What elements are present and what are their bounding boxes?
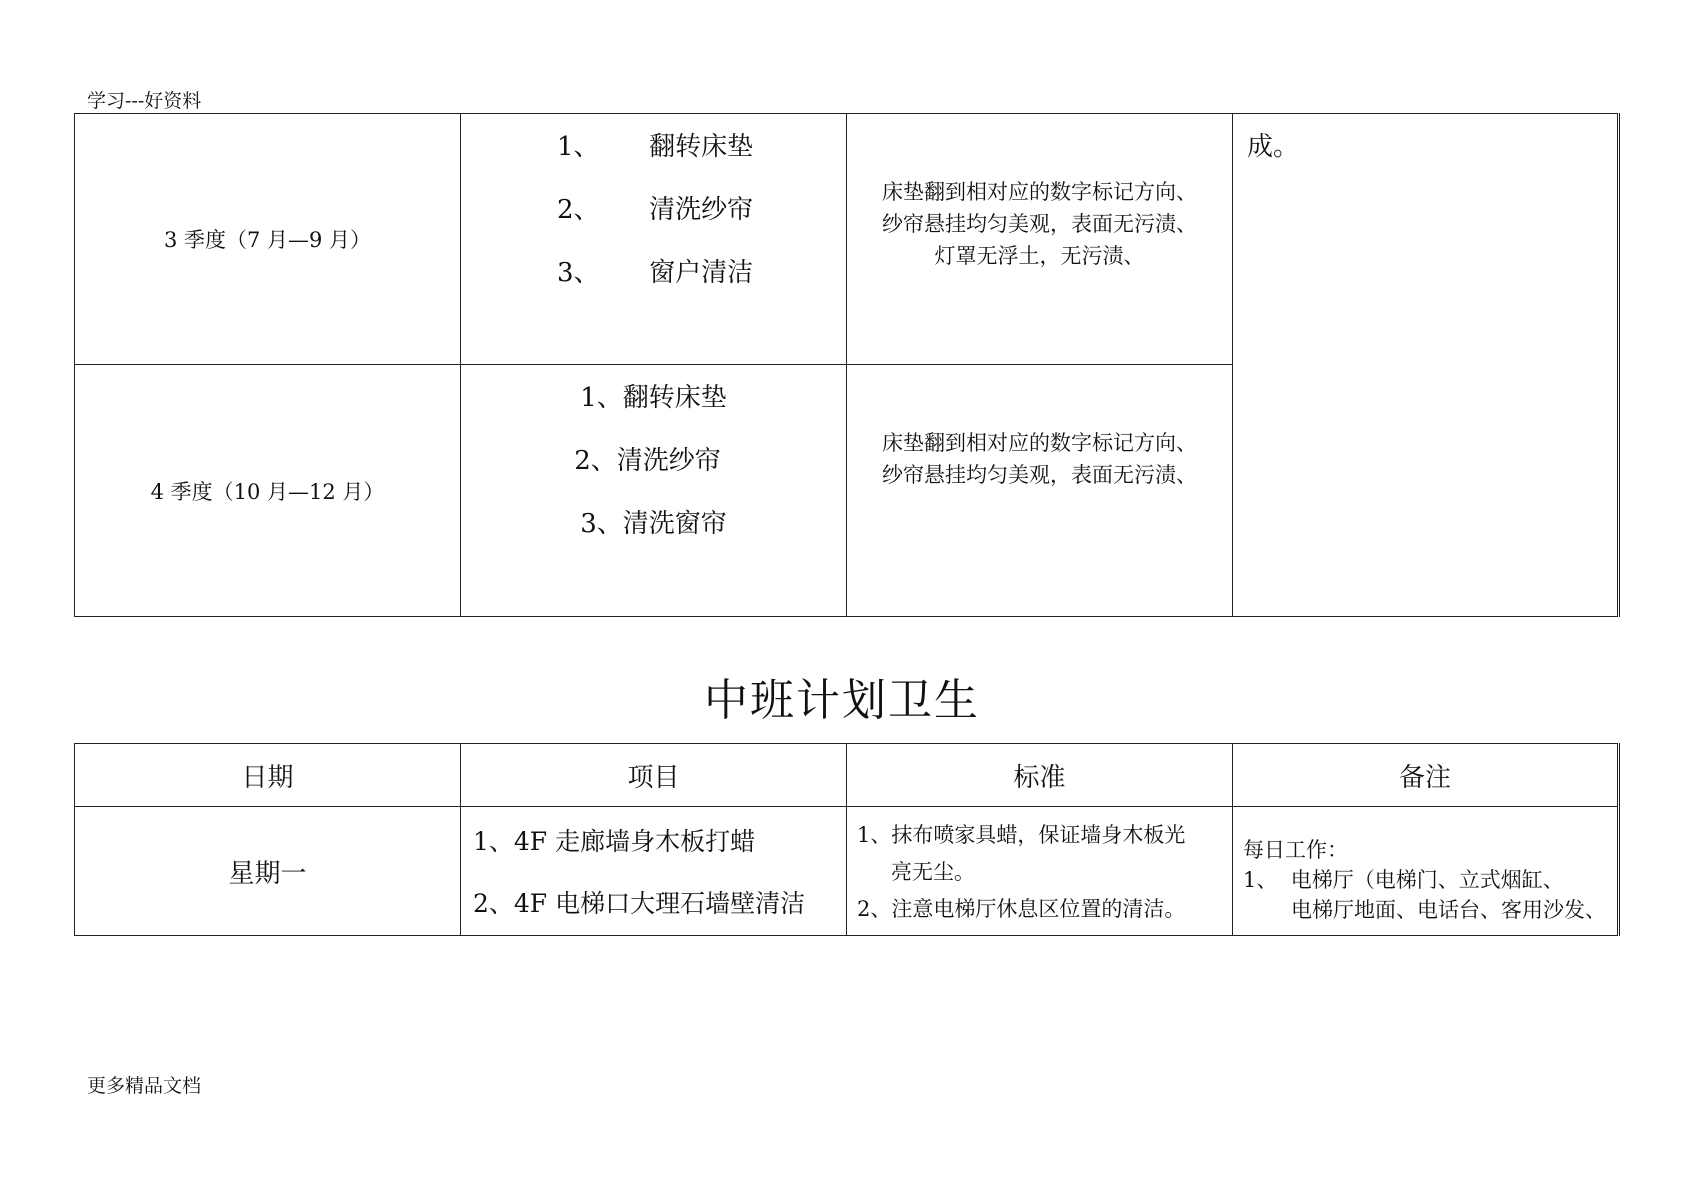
item-line: 1、4F 走廊墙身木板打蜡 — [473, 827, 756, 856]
day-cell: 星期一 — [75, 807, 461, 936]
standard-line: 2、注意电梯厅休息区位置的清洁。 — [857, 897, 1186, 921]
standard-cell — [847, 365, 1233, 617]
item-line: 2、4F 电梯口大理石墙壁清洁 — [473, 889, 806, 918]
header-date: 日期 — [75, 744, 461, 807]
items-cell — [461, 807, 847, 936]
standard-line: 纱帘悬挂均匀美观，表面无污渍、 — [882, 212, 1197, 236]
standard-cell — [847, 114, 1233, 365]
header-note: 备注 — [1233, 744, 1619, 807]
item-line: 1、翻转床垫 — [580, 383, 727, 413]
quarterly-plan-table — [74, 113, 1620, 617]
item-line: 1、 翻转床垫 — [557, 132, 754, 162]
note-line: 每日工作： — [1243, 838, 1348, 862]
standard-line: 床垫翻到相对应的数字标记方向、 — [882, 180, 1197, 204]
standard-cell — [847, 807, 1233, 936]
standard-line: 亮无尘。 — [891, 860, 975, 884]
season-cell: 4 季度（10 月—12 月） — [75, 365, 461, 617]
table-row — [75, 114, 1619, 365]
standard-line: 灯罩无浮土，无污渍、 — [934, 244, 1145, 268]
mid-shift-plan-table — [74, 743, 1620, 936]
header-item: 项目 — [461, 744, 847, 807]
note-line: 1、 电梯厅（电梯门、立式烟缸、 — [1243, 868, 1564, 892]
section-title: 中班计划卫生 — [704, 675, 980, 726]
season-cell: 3 季度（7 月—9 月） — [75, 114, 461, 365]
item-line: 3、清洗窗帘 — [580, 509, 727, 539]
table-row — [75, 807, 1619, 936]
standard-line: 床垫翻到相对应的数字标记方向、 — [882, 431, 1197, 455]
note-line: 电梯厅地面、电话台、客用沙发、 — [1291, 898, 1606, 922]
page-header: 学习---好资料 — [87, 90, 202, 112]
item-line: 2、清洗纱帘 — [574, 446, 721, 476]
header-standard: 标准 — [847, 744, 1233, 807]
page-footer: 更多精品文档 — [87, 1075, 202, 1097]
items-cell — [461, 114, 847, 365]
note-cell — [1233, 807, 1619, 936]
standard-line: 1、抹布喷家具蜡，保证墙身木板光 — [857, 823, 1186, 847]
item-line: 2、 清洗纱帘 — [557, 195, 754, 225]
standard-line: 纱帘悬挂均匀美观，表面无污渍、 — [882, 463, 1197, 487]
item-line: 3、 窗户清洁 — [557, 258, 754, 288]
note-cell — [1233, 114, 1619, 617]
note-text: 成。 — [1247, 132, 1300, 162]
table-header-row — [75, 744, 1619, 807]
items-cell — [461, 365, 847, 617]
